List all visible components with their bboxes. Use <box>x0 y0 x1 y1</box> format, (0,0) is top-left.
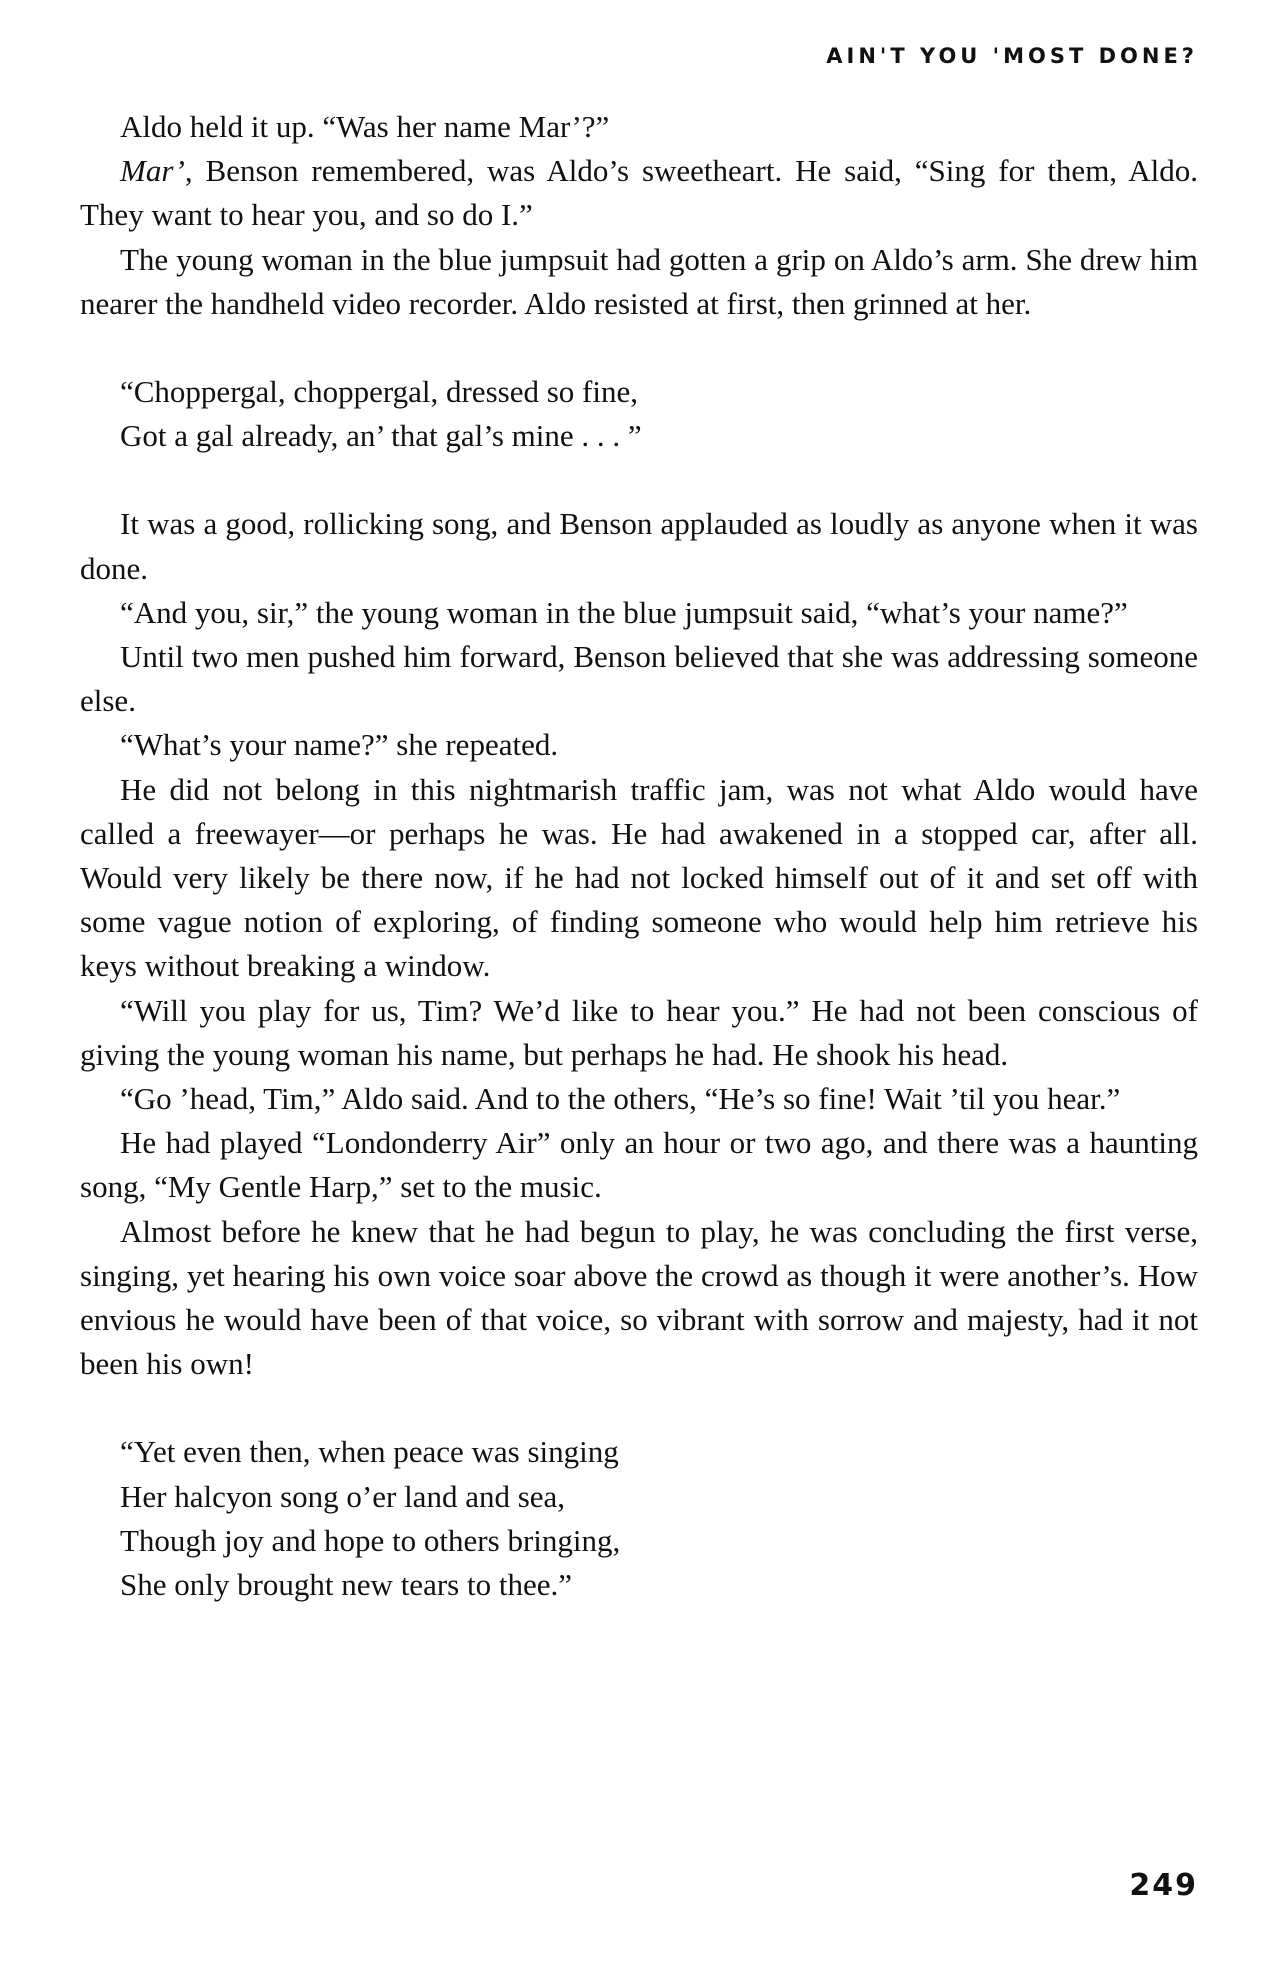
page-number: 249 <box>1129 1868 1198 1903</box>
verse-line: She only brought new tears to thee.” <box>120 1567 572 1603</box>
paragraph: Aldo held it up. “Was her name Mar’?” <box>120 109 610 144</box>
paragraph: He had played “Londonderry Air” only an hour or two ago, and there was a haunting song, “My Gentle Harp,” set to the music. <box>80 1125 1198 1205</box>
song-verse <box>120 1430 1198 1607</box>
paragraph: “And you, sir,” the young woman in the blue jumpsuit said, “what’s your name?” <box>120 594 1128 630</box>
verse-line: “Choppergal, choppergal, dressed so fine, <box>120 374 638 410</box>
verse-line: Got a gal already, an’ that gal’s mine . . . ” <box>120 418 642 454</box>
verse-line: “Yet even then, when peace was singing <box>120 1434 619 1470</box>
paragraph: The young woman in the blue jumpsuit had gotten a grip on Aldo’s arm. She drew him nearer the handheld video recorder. Aldo resisted at first, then grinned at her. <box>80 241 1198 321</box>
paragraph: Until two men pushed him forward, Benson believed that she was addressing someone else. <box>80 639 1198 719</box>
paragraph: “Will you play for us, Tim? We’d like to hear you.” He had not been conscious of giving the young woman his name, but perhaps he had. He shook his head. <box>80 992 1198 1072</box>
verse-line: Though joy and hope to others bringing, <box>120 1522 621 1558</box>
paragraph: Almost before he knew that he had begun to play, he was concluding the first verse, singing, yet hearing his own voice soar above the crowd as though it were another’s. How envious he would have been of that voice, so vibrant with sorrow and majesty, had it not been his own! <box>80 1213 1198 1382</box>
paragraph-text: , Benson remembered, was Aldo’s sweetheart. He said, “Sing for them, Aldo. They want to hear you, and so do I.” <box>80 153 1198 233</box>
body-text <box>80 105 1198 1651</box>
song-verse <box>120 370 1198 458</box>
paragraph: He did not belong in this nightmarish traffic jam, was not what Aldo would have called a freewayer—or perhaps he was. He had awakened in a stopped car, after all. Would very likely be there now, if he had not locked himself out of it and set off with some vague notion of exploring, of finding someone who would help him retrieve his keys without breaking a window. <box>80 771 1198 984</box>
paragraph: “Go ’head, Tim,” Aldo said. And to the others, “He’s so fine! Wait ’til you hear.” <box>120 1081 1121 1117</box>
running-head: AIN'T YOU 'MOST DONE? <box>826 44 1198 68</box>
paragraph <box>80 149 1198 237</box>
paragraph: It was a good, rollicking song, and Benson applauded as loudly as anyone when it was done. <box>80 506 1198 586</box>
paragraph: “What’s your name?” she repeated. <box>120 727 559 763</box>
italic-name: Mar’ <box>120 153 185 189</box>
verse-line: Her halcyon song o’er land and sea, <box>120 1478 566 1514</box>
